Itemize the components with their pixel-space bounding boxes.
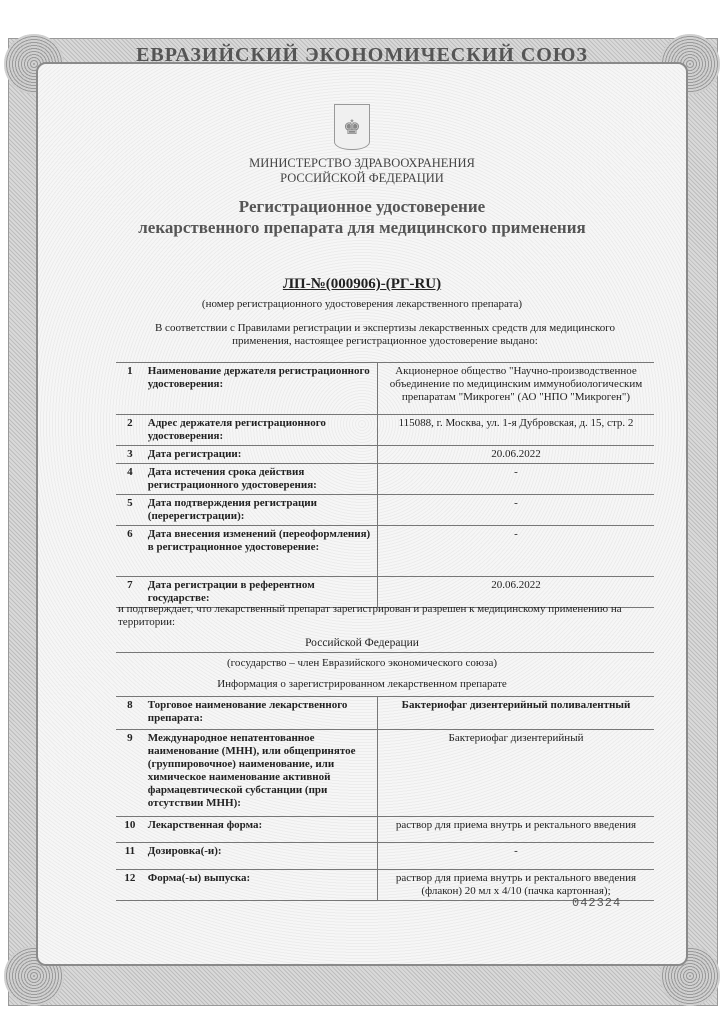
confirmation-text: и подтверждает, что лекарственный препарат зарегистрирован и разрешен к медицинскому применению на территории: bbox=[118, 603, 622, 628]
row-value: раствор для приема внутрь и ректального введения bbox=[378, 817, 655, 843]
certificate-number-caption: (номер регистрационного удостоверения лекарственного препарата) bbox=[201, 298, 523, 310]
row-label: Дата регистрации в референтном государстве: bbox=[144, 577, 378, 608]
row-number: 8 bbox=[116, 697, 144, 730]
row-number: 10 bbox=[116, 817, 144, 843]
row-value: Акционерное общество "Научно-производственное объединение по медицинским иммунобиологическим препаратам "Микроген" (АО "НПО "Микроген") bbox=[378, 363, 655, 415]
row-number: 11 bbox=[116, 843, 144, 870]
row-value: 115088, г. Москва, ул. 1-я Дубровская, д. 15, стр. 2 bbox=[378, 415, 655, 446]
table-row bbox=[116, 730, 654, 817]
table-row bbox=[116, 817, 654, 843]
row-number: 6 bbox=[116, 526, 144, 577]
document-title bbox=[0, 196, 724, 238]
row-value: - bbox=[378, 526, 655, 577]
table-row bbox=[116, 446, 654, 464]
row-label: Дата регистрации: bbox=[144, 446, 378, 464]
ministry-name bbox=[0, 156, 724, 186]
info-title: Информация о зарегистрированном лекарственном препарате bbox=[217, 678, 507, 690]
coat-of-arms-icon: ♚ bbox=[334, 104, 370, 150]
row-number: 12 bbox=[116, 870, 144, 901]
row-value: Бактериофаг дизентерийный поливалентный bbox=[378, 697, 655, 730]
ministry-line: РОССИЙСКОЙ ФЕДЕРАЦИИ bbox=[280, 171, 444, 185]
serial-number: 042324 bbox=[572, 896, 622, 910]
holder-table bbox=[116, 362, 654, 608]
row-number: 9 bbox=[116, 730, 144, 817]
row-value: 20.06.2022 bbox=[378, 446, 655, 464]
ministry-line: МИНИСТЕРСТВО ЗДРАВООХРАНЕНИЯ bbox=[249, 156, 475, 170]
row-label: Торговое наименование лекарственного препарата: bbox=[144, 697, 378, 730]
row-number: 4 bbox=[116, 464, 144, 495]
table-row bbox=[116, 363, 654, 415]
row-label: Форма(-ы) выпуска: bbox=[144, 870, 378, 901]
table-row bbox=[116, 697, 654, 730]
row-number: 1 bbox=[116, 363, 144, 415]
table-row bbox=[116, 415, 654, 446]
title-line: Регистрационное удостоверение bbox=[238, 197, 486, 216]
row-label: Дата внесения изменений (переоформления) в регистрационное удостоверение: bbox=[144, 526, 378, 577]
country: Российской Федерации bbox=[305, 637, 419, 649]
row-value: - bbox=[378, 843, 655, 870]
row-number: 5 bbox=[116, 495, 144, 526]
row-number: 2 bbox=[116, 415, 144, 446]
intro-text: В соответствии с Правилами регистрации и экспертизы лекарственных средств для медицинского применения, настоящее регистрационное удостоверение выдано: bbox=[154, 322, 616, 347]
row-value: раствор для приема внутрь и ректального введения (флакон) 20 мл х 4/10 (пачка картонная); bbox=[378, 870, 655, 901]
title-line: лекарственного препарата для медицинского применения bbox=[138, 218, 586, 237]
row-label: Лекарственная форма: bbox=[144, 817, 378, 843]
row-label: Дата истечения срока действия регистрационного удостоверения: bbox=[144, 464, 378, 495]
row-value: 20.06.2022 bbox=[378, 577, 655, 608]
row-label: Международное непатентованное наименование (МНН), или общепринятое (группировочное) наименование, или химическое наименование активной фармацевтической субстанции (при отсутствии МНН): bbox=[144, 730, 378, 817]
certificate-number: ЛП-№(000906)-(РГ-RU) bbox=[282, 276, 442, 292]
table-row bbox=[116, 464, 654, 495]
row-label: Наименование держателя регистрационного удостоверения: bbox=[144, 363, 378, 415]
divider bbox=[116, 652, 654, 653]
row-number: 7 bbox=[116, 577, 144, 608]
row-label: Адрес держателя регистрационного удостоверения: bbox=[144, 415, 378, 446]
table-row bbox=[116, 495, 654, 526]
row-number: 3 bbox=[116, 446, 144, 464]
table-row bbox=[116, 843, 654, 870]
row-label: Дозировка(-и): bbox=[144, 843, 378, 870]
product-table bbox=[116, 696, 654, 901]
row-value: Бактериофаг дизентерийный bbox=[378, 730, 655, 817]
union-title: ЕВРАЗИЙСКИЙ ЭКОНОМИЧЕСКИЙ СОЮЗ bbox=[136, 44, 588, 66]
country-caption: (государство – член Евразийского экономического союза) bbox=[227, 657, 497, 669]
table-row bbox=[116, 526, 654, 577]
row-value: - bbox=[378, 464, 655, 495]
row-label: Дата подтверждения регистрации (перерегистрации): bbox=[144, 495, 378, 526]
row-value: - bbox=[378, 495, 655, 526]
